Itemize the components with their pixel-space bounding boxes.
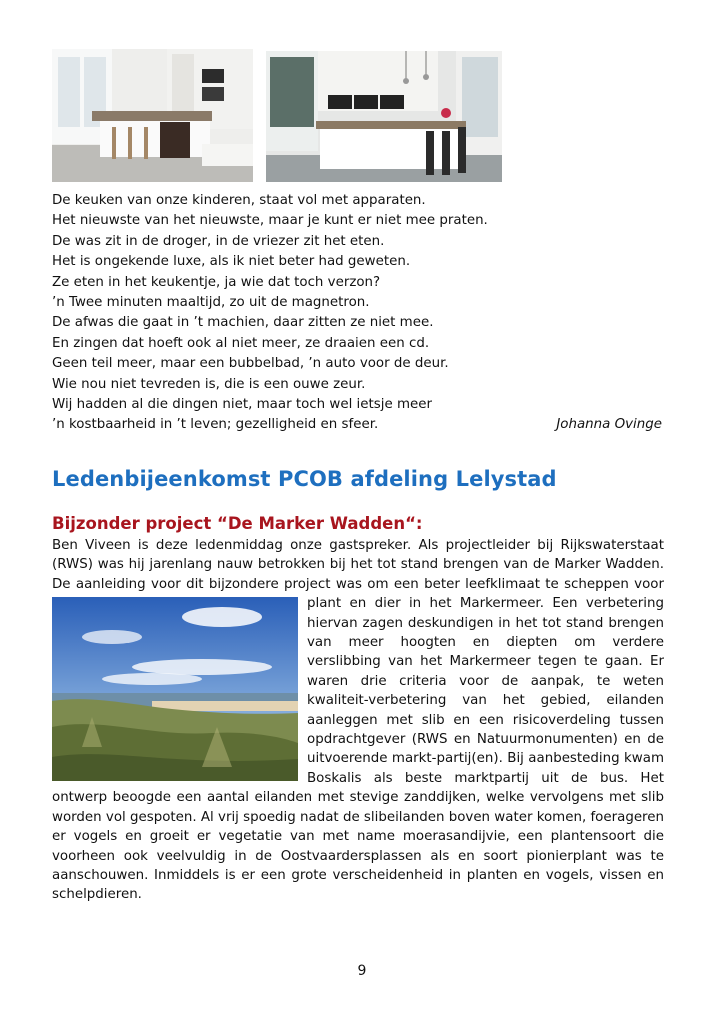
poem-line: De keuken van onze kinderen, staat vol met apparaten. bbox=[52, 193, 426, 208]
poem-line-last bbox=[52, 415, 662, 435]
poem-line: De afwas die gaat in ’t machien, daar zitten ze niet mee. bbox=[52, 315, 434, 331]
poem-line: En zingen dat hoeft ook al niet meer, ze draaien een cd. bbox=[52, 335, 430, 351]
poem-line: Het is ongekende luxe, als ik niet beter had geweten. bbox=[52, 254, 411, 270]
poem-line: Het nieuwste van het nieuwste, maar je kunt er niet mee praten. bbox=[52, 213, 488, 229]
poem-line: Wie nou niet tevreden is, die is een ouwe zeur. bbox=[52, 376, 366, 392]
poem bbox=[52, 191, 662, 436]
kitchen-photo-2 bbox=[266, 51, 502, 182]
poem-line: ’n Twee minuten maaltijd, zo uit de magnetron. bbox=[52, 295, 370, 311]
page-number: 9 bbox=[357, 963, 367, 979]
section-title: Ledenbijeenkomst PCOB afdeling Lelystad bbox=[52, 467, 557, 491]
marker-wadden-photo bbox=[52, 597, 298, 781]
section-subtitle: Bijzonder project “De Marker Wadden“: bbox=[52, 514, 423, 533]
kitchen-photo-1 bbox=[52, 49, 253, 182]
poem-line: Geen teil meer, maar een bubbelbad, ’n auto voor de deur. bbox=[52, 356, 449, 372]
poem-line: Wij hadden al die dingen niet, maar toch wel ietsje meer bbox=[52, 397, 432, 413]
article-body: Ben Viveen is deze ledenmiddag onze gastspreker. Als projectleider bij Rijkswaterstaat (RWS) was hij jarenlang nauw betrokken bij het tot stand brengen van de Marker Wadden. De aanleiding voor dit bijzondere project was om een beter leefklimaat te scheppen voor plant en dier in het Markermeer. Een verbetering hiervan zagen deskundigen in het tot stand brengen van meer hoogten en diepten om verdere verslibbing van het Markermeer tegen te gaan. Er waren drie criteria voor de aanpak, te weten kwaliteit-verbetering van het gebied, eilanden aanleggen met slib en een risicoverdeling tussen opdrachtgever (RWS en Natuurmonumenten) en de uitvoerende markt-partij(en). Bij aanbesteding kwam Boskalis als beste marktpartij uit de bus. Het ontwerp beoogde een aantal eilanden met stevige zanddijken, welke vervolgens met slib worden vol gespoten. Al vrij spoedig nadat de slibeilanden boven water komen, foerageren er vogels en groeit er vegetatie van met name moerasandijvie, een plantensoort die voorheen ook veelvuldig in de Oostvaardersplassen als en soort pionierplant was te aanschouwen. Inmiddels is er een grote verscheidenheid in planten en vogels, vissen en schelpdieren. bbox=[52, 538, 664, 903]
poem-author: Johanna Ovinge bbox=[556, 417, 662, 433]
poem-line: Ze eten in het keukentje, ja wie dat toch verzon? bbox=[52, 274, 381, 290]
article bbox=[52, 536, 664, 905]
poem-line: ’n kostbaarheid in ’t leven; gezelligheid en sfeer. bbox=[52, 417, 379, 433]
poem-line: De was zit in de droger, in de vriezer zit het eten. bbox=[52, 233, 385, 249]
